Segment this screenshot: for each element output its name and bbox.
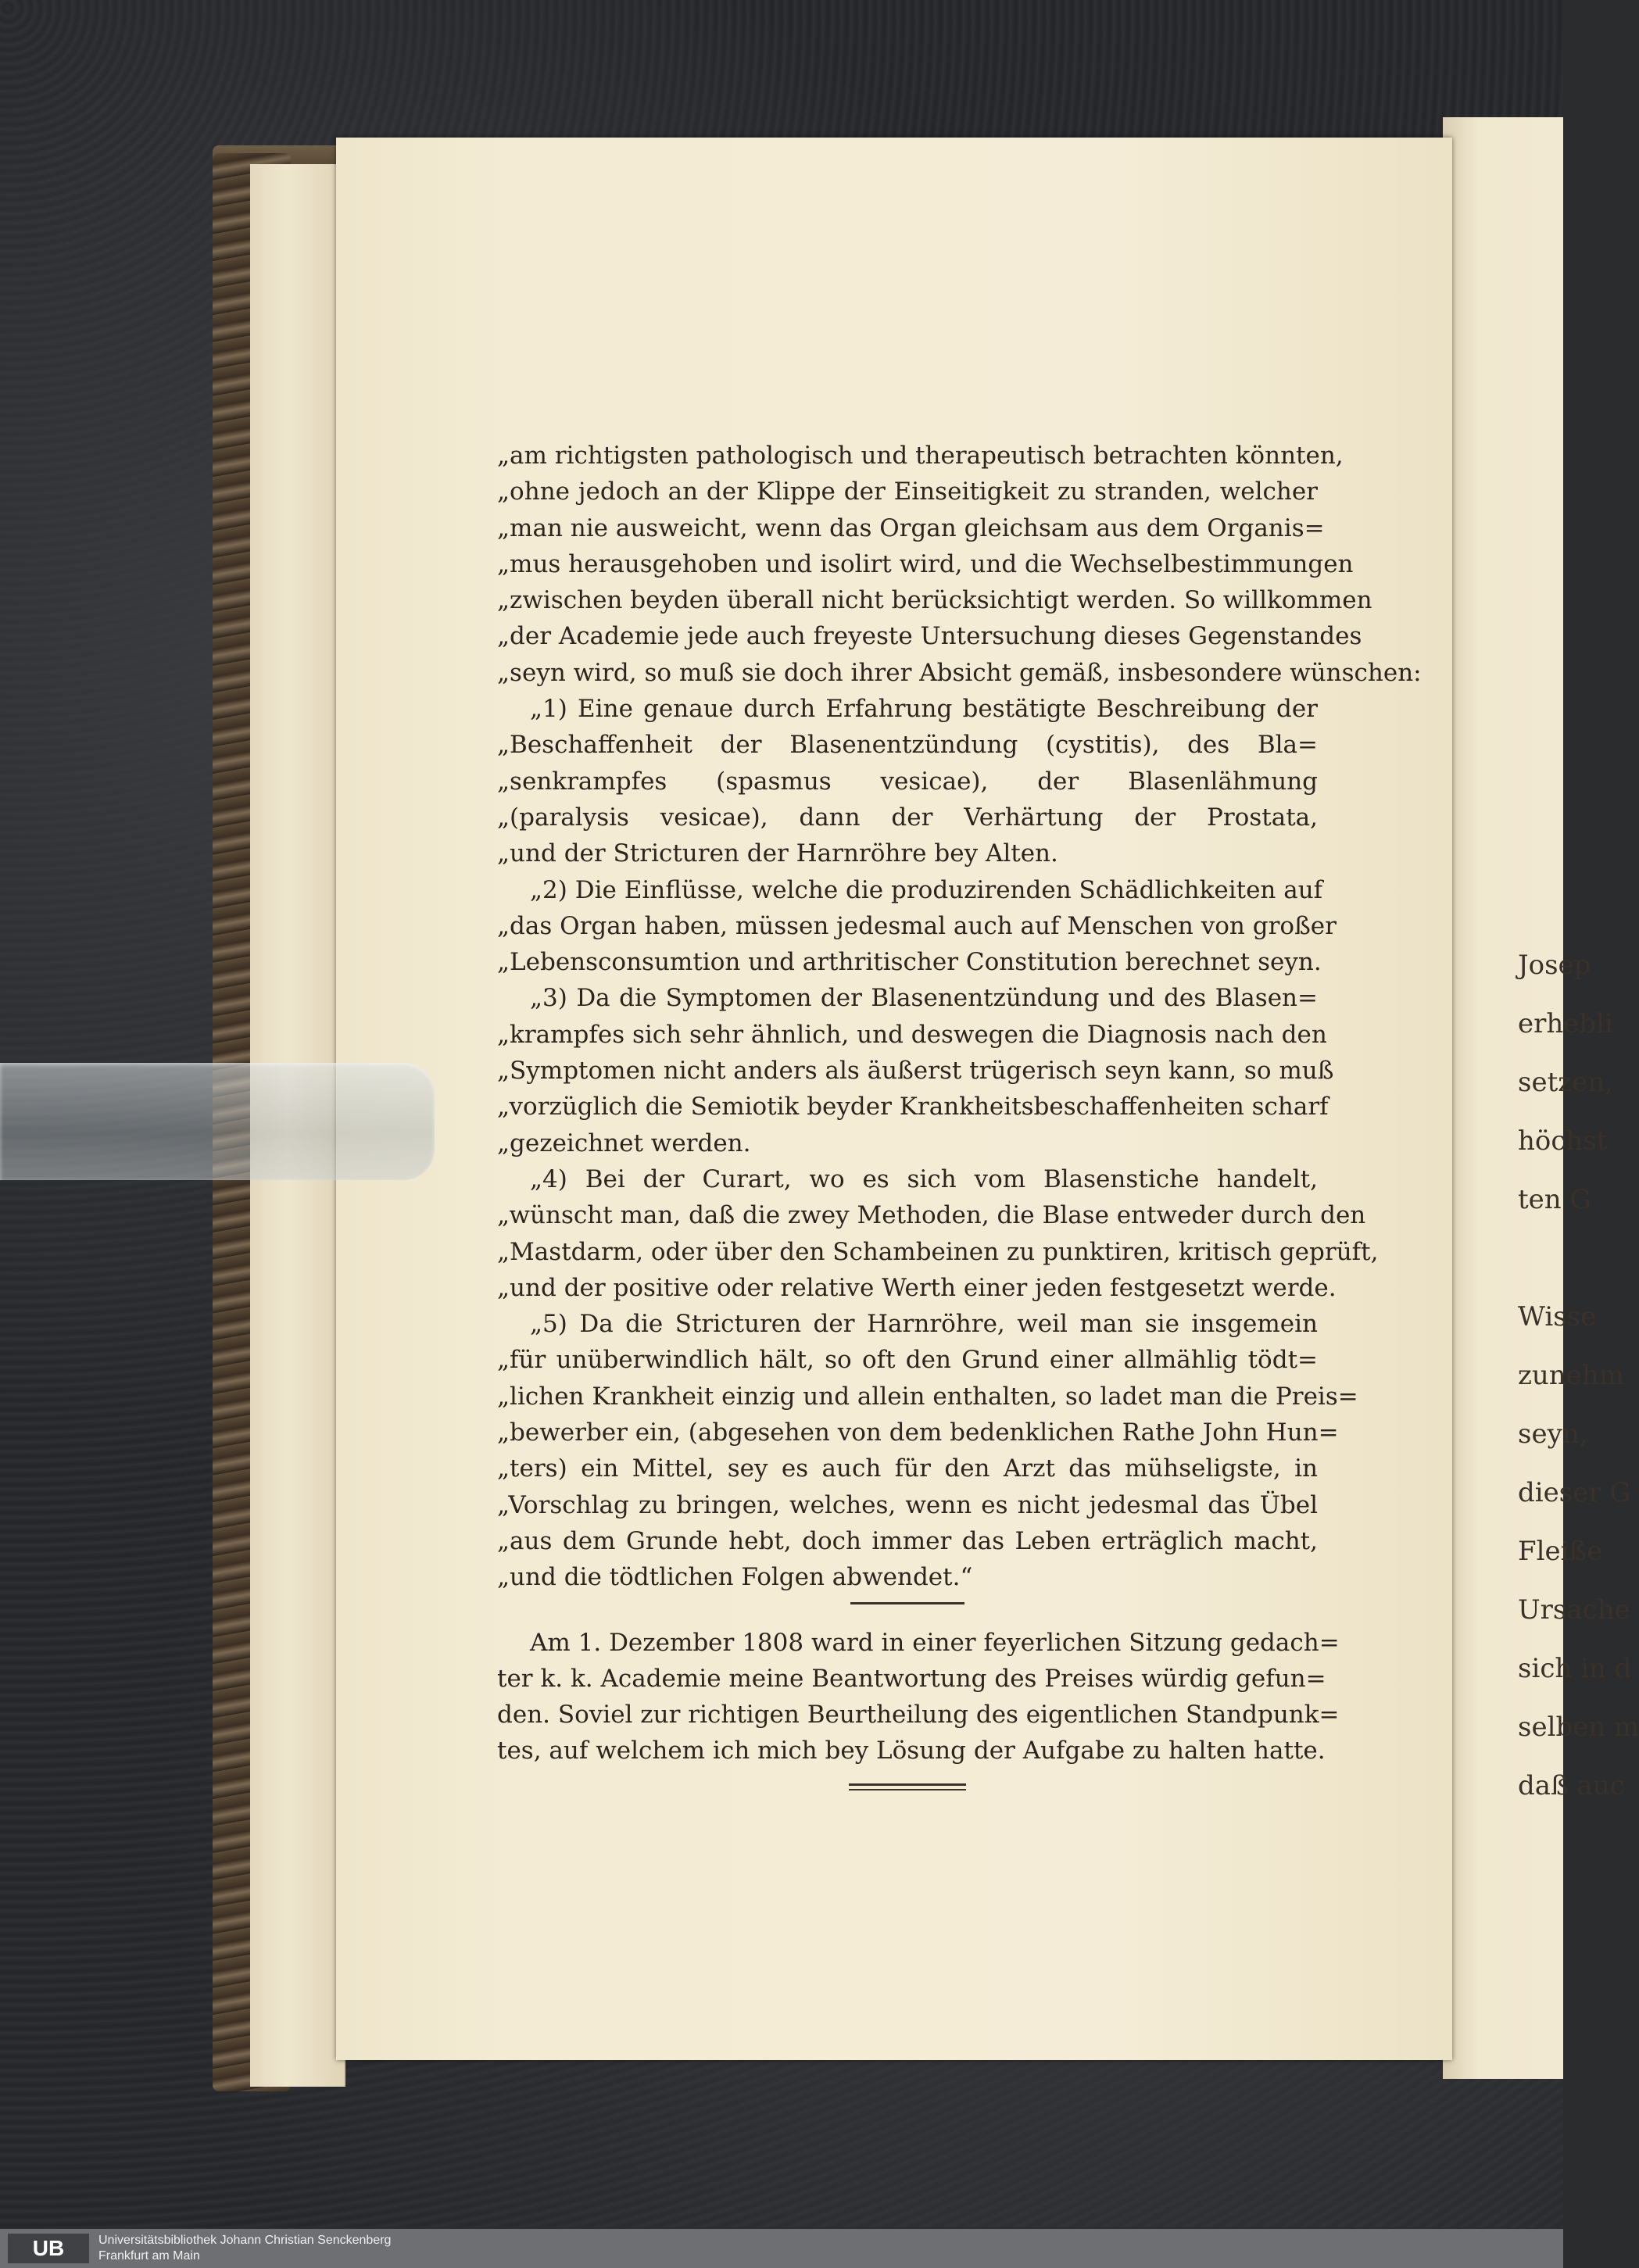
library-city: Frankfurt am Main [98, 2249, 200, 2263]
closing-line: den. Soviel zur richtigen Beurtheilung des eigentlichen Standpunk= [497, 1701, 1340, 1730]
facing-page-fragment: Wisse [1518, 1301, 1597, 1333]
facing-page-fragment: Josep [1518, 950, 1591, 981]
text-line: „ters) ein Mittel, sey es auch für den Arzt das mühseligste, in [497, 1454, 1318, 1483]
facing-page-fragment: setzen, [1518, 1067, 1613, 1098]
facing-page [1443, 117, 1639, 2079]
glass-page-weight [0, 1063, 435, 1180]
text-line: „Mastdarm, oder über den Schambeinen zu punktiren, kritisch geprüft, [497, 1237, 1379, 1266]
text-line: „5) Da die Stricturen der Harnröhre, weil man sie insgemein [530, 1310, 1318, 1339]
text-line: „und der positive oder relative Werth einer jeden festgesetzt werde. [497, 1273, 1337, 1302]
text-line: „ohne jedoch an der Klippe der Einseitigkeit zu stranden, welcher [497, 478, 1318, 506]
text-line: „mus herausgehoben und isolirt wird, und die Wechselbestimmungen [497, 549, 1354, 578]
text-line: „wünscht man, daß die zwey Methoden, die Blase entweder durch den [497, 1201, 1366, 1230]
text-line: „zwischen beyden überall nicht berücksichtigt werden. So willkommen [497, 586, 1372, 615]
facing-page-fragment: zunehm [1518, 1360, 1624, 1391]
facing-page-fragment: selben m [1518, 1712, 1639, 1743]
library-name: Universitätsbibliothek Johann Christian Senckenberg [98, 2234, 392, 2247]
library-footer [0, 2229, 1563, 2268]
text-line: „aus dem Grunde hebt, doch immer das Leben erträglich macht, [497, 1526, 1318, 1555]
text-line: „und der Stricturen der Harnröhre bey Alten. [497, 839, 1058, 868]
facing-page-fragment: erhebli [1518, 1008, 1613, 1039]
text-line: „bewerber ein, (abgesehen von dem bedenklichen Rathe John Hun= [497, 1418, 1339, 1447]
library-logo: UB [8, 2234, 89, 2263]
end-ornament-rule [849, 1783, 966, 1790]
text-line: „Vorschlag zu bringen, welches, wenn es nicht jedesmal das Übel [497, 1490, 1318, 1519]
text-line: „3) Da die Symptomen der Blasenentzündung und des Blasen= [530, 984, 1318, 1013]
text-line: „1) Eine genaue durch Erfahrung bestätigte Beschreibung der [530, 695, 1318, 724]
text-line: „krampfes sich sehr ähnlich, und deswegen die Diagnosis nach den [497, 1020, 1327, 1049]
text-line: „für unüberwindlich hält, so oft den Grund einer allmählig tödt= [497, 1346, 1318, 1375]
text-line: „Lebensconsumtion und arthritischer Constitution berechnet seyn. [497, 948, 1322, 977]
text-line: „man nie ausweicht, wenn das Organ gleichsam aus dem Organis= [497, 513, 1325, 542]
text-line: „Symptomen nicht anders als äußerst trügerisch seyn kann, so muß [497, 1057, 1334, 1086]
closing-line: ter k. k. Academie meine Beantwortung des Preises würdig gefun= [497, 1664, 1326, 1693]
text-line: „(paralysis vesicae), dann der Verhärtung der Prostata, [497, 803, 1318, 832]
facing-page-fragment: Fleiße [1518, 1536, 1603, 1567]
facing-page-fragment: Ursache [1518, 1594, 1630, 1626]
quoted-paragraphs [497, 438, 1422, 1596]
facing-page-fragment: seyn, [1518, 1418, 1588, 1450]
text-line: „2) Die Einflüsse, welche die produzirenden Schädlichkeiten auf [530, 875, 1323, 904]
section-divider [850, 1602, 964, 1604]
text-line: „der Academie jede auch freyeste Untersuchung dieses Gegenstandes [497, 622, 1362, 651]
text-line: „das Organ haben, müssen jedesmal auch auf Menschen von großer [497, 911, 1337, 940]
text-line: „Beschaffenheit der Blasenentzündung (cystitis), des Bla= [497, 731, 1318, 760]
page-text [497, 438, 1422, 1790]
text-line: „vorzüglich die Semiotik beyder Krankheitsbeschaffenheiten scharf [497, 1093, 1329, 1121]
text-line: „lichen Krankheit einzig und allein enthalten, so ladet man die Preis= [497, 1382, 1358, 1411]
text-line: „senkrampfes (spasmus vesicae), der Blasenlähmung [497, 767, 1318, 796]
facing-page-fragment: ten G [1518, 1184, 1591, 1215]
facing-page-fragment: dieser G [1518, 1477, 1631, 1508]
text-line: „am richtigsten pathologisch und therapeutisch betrachten könnten, [497, 442, 1344, 470]
closing-paragraph [497, 1625, 1340, 1769]
facing-page-fragment: höchst [1518, 1125, 1608, 1157]
text-line: „seyn wird, so muß sie doch ihrer Absicht gemäß, insbesondere wünschen: [497, 658, 1422, 687]
text-line: „gezeichnet werden. [497, 1129, 751, 1157]
facing-page-fragment: sich in d [1518, 1653, 1632, 1684]
facing-page-fragment: daß auc [1518, 1770, 1625, 1801]
text-line: „und die tödtlichen Folgen abwendet.“ [497, 1563, 973, 1592]
closing-line: tes, auf welchem ich mich bey Lösung der Aufgabe zu halten hatte. [497, 1737, 1326, 1765]
closing-line: Am 1. Dezember 1808 ward in einer feyerlichen Sitzung gedach= [530, 1628, 1340, 1657]
text-line: „4) Bei der Curart, wo es sich vom Blasenstiche handelt, [530, 1164, 1318, 1193]
